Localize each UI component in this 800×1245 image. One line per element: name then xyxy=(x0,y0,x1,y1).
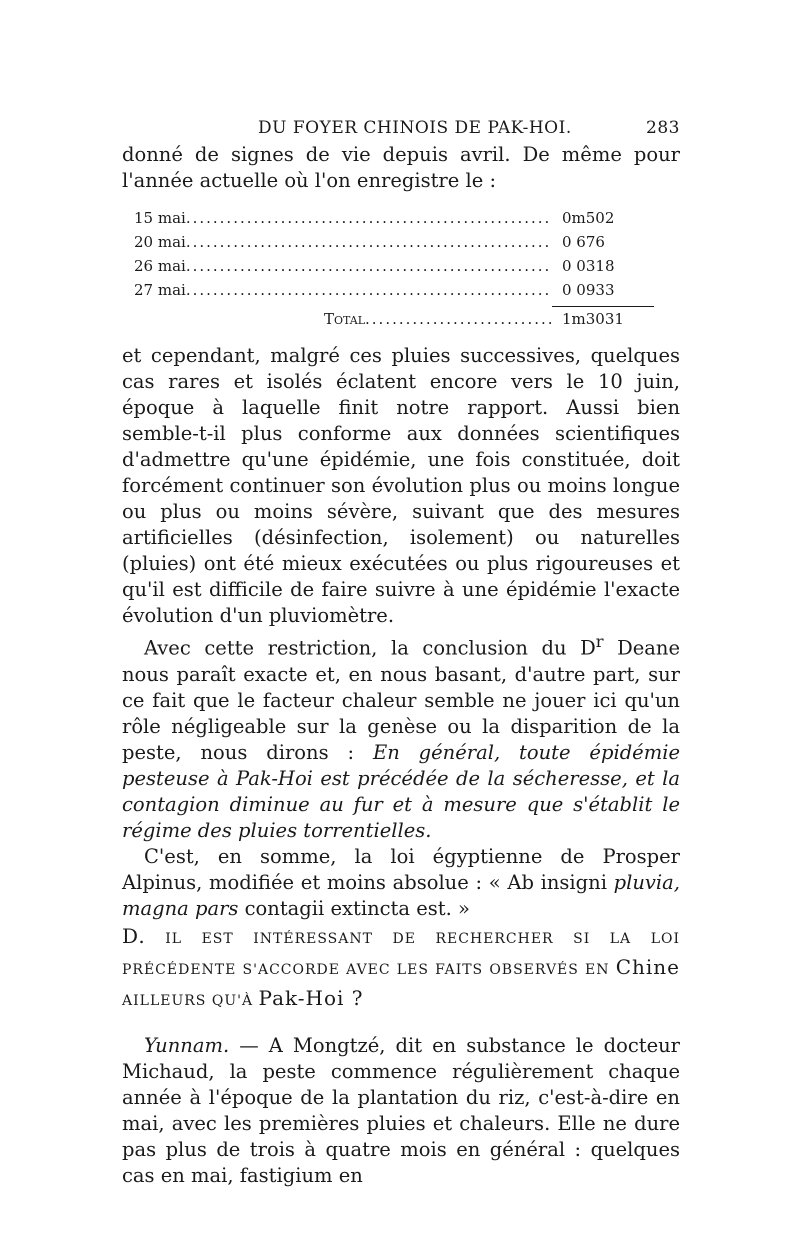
para2-sup: r xyxy=(595,632,604,651)
total-value: 1m3031 xyxy=(552,306,654,331)
page-body xyxy=(122,142,680,1189)
paragraph-2 xyxy=(122,629,680,844)
running-header xyxy=(122,118,680,144)
row-value: 0 676 xyxy=(562,233,605,251)
table-row xyxy=(134,254,654,278)
row-date: 26 mai xyxy=(134,257,186,275)
leader-dots xyxy=(186,254,552,278)
paragraph-3 xyxy=(122,844,680,922)
para2-text: Avec cette restriction, la conclusion du D xyxy=(144,636,596,660)
section-title-start: IL EST INTÉRESSANT DE RECHERCHER SI LA LOI PRÉCÉDENTE S'ACCORDE AVEC LES FAITS OBSERVÉS EN xyxy=(122,930,680,978)
leader-dots xyxy=(186,278,552,302)
section-pakhoi: Pak-Hoi ? xyxy=(258,985,364,1010)
section-china: Chine xyxy=(615,954,681,979)
row-value: 0 0933 xyxy=(562,281,615,299)
total-row xyxy=(134,306,654,331)
leader-dots xyxy=(186,230,552,254)
rainfall-table xyxy=(134,206,654,331)
table-row xyxy=(134,206,654,230)
para3-italic: pluvia, magna pars xyxy=(122,870,680,920)
page-number: 283 xyxy=(646,118,680,138)
leader-dots xyxy=(365,307,552,331)
table-row xyxy=(134,230,654,254)
spacer xyxy=(122,1015,680,1033)
header-title: DU FOYER CHINOIS DE PAK-HOI. xyxy=(258,118,572,138)
paragraph-1: et cependant, malgré ces pluies successives, quelques cas rares et isolés éclatent encore vers le 10 juin, époque à laquelle finit notre rapport. Aussi bien semble-t-il plus conforme aux données scientifiques d'admettre qu'une épidémie, une fois constituée, doit forcément continuer son évolution plus ou moins longue ou plus ou moins sévère, suivant que des mesures artificielles (désinfection, isolement) ou naturelles (pluies) ont été mieux exécutées ou plus rigoureuses et qu'il est difficile de faire suivre à une épidémie l'exacte évolution d'un pluviomètre. xyxy=(122,344,680,627)
intro-paragraph: donné de signes de vie depuis avril. De même pour l'année actuelle où l'on enregistre le : xyxy=(122,143,680,192)
table-row xyxy=(134,278,654,302)
row-value: 0 0318 xyxy=(562,257,615,275)
para4-italic: Yunnam. xyxy=(144,1033,230,1057)
paragraph-4 xyxy=(122,1033,680,1189)
row-date: 15 mai xyxy=(134,209,186,227)
section-d-heading xyxy=(122,922,680,1015)
row-value: 0m502 xyxy=(562,209,615,227)
total-label: Total xyxy=(324,310,366,328)
para2-italic: En général, toute épidémie pesteuse à Pak-Hoi est précédée de la sécheresse, et la contagion diminue au fur et à mesure que s'établit le régime des pluies torrentielles. xyxy=(122,740,680,842)
row-date: 27 mai xyxy=(134,281,186,299)
para4-text: — A Mongtzé, dit en substance le docteur Michaud, la peste commence régulièrement chaque année à l'époque de la plantation du riz, c'est-à-dire en mai, avec les premières pluies et chaleurs. Elle ne dure pas plus de trois à quatre mois en général : quelques cas en mai, fastigium en xyxy=(122,1033,680,1187)
para3-text: C'est, en somme, la loi égyptienne de Prosper Alpinus, modifiée et moins absolue : « Ab insigni xyxy=(122,844,680,894)
para3-text-after: contagii extincta est. » xyxy=(238,896,470,920)
leader-dots xyxy=(186,206,552,230)
section-title-mid: AILLEURS QU'À xyxy=(122,992,254,1009)
section-letter: D. xyxy=(122,923,146,948)
para2-text-middle: Deane nous paraît exacte et, en nous basant, d'autre part, sur ce fait que le facteur chaleur semble ne jouer ici qu'un rôle négligeable sur la genèse ou la disparition de la peste, nous dirons : xyxy=(122,636,680,764)
row-date: 20 mai xyxy=(134,233,186,251)
